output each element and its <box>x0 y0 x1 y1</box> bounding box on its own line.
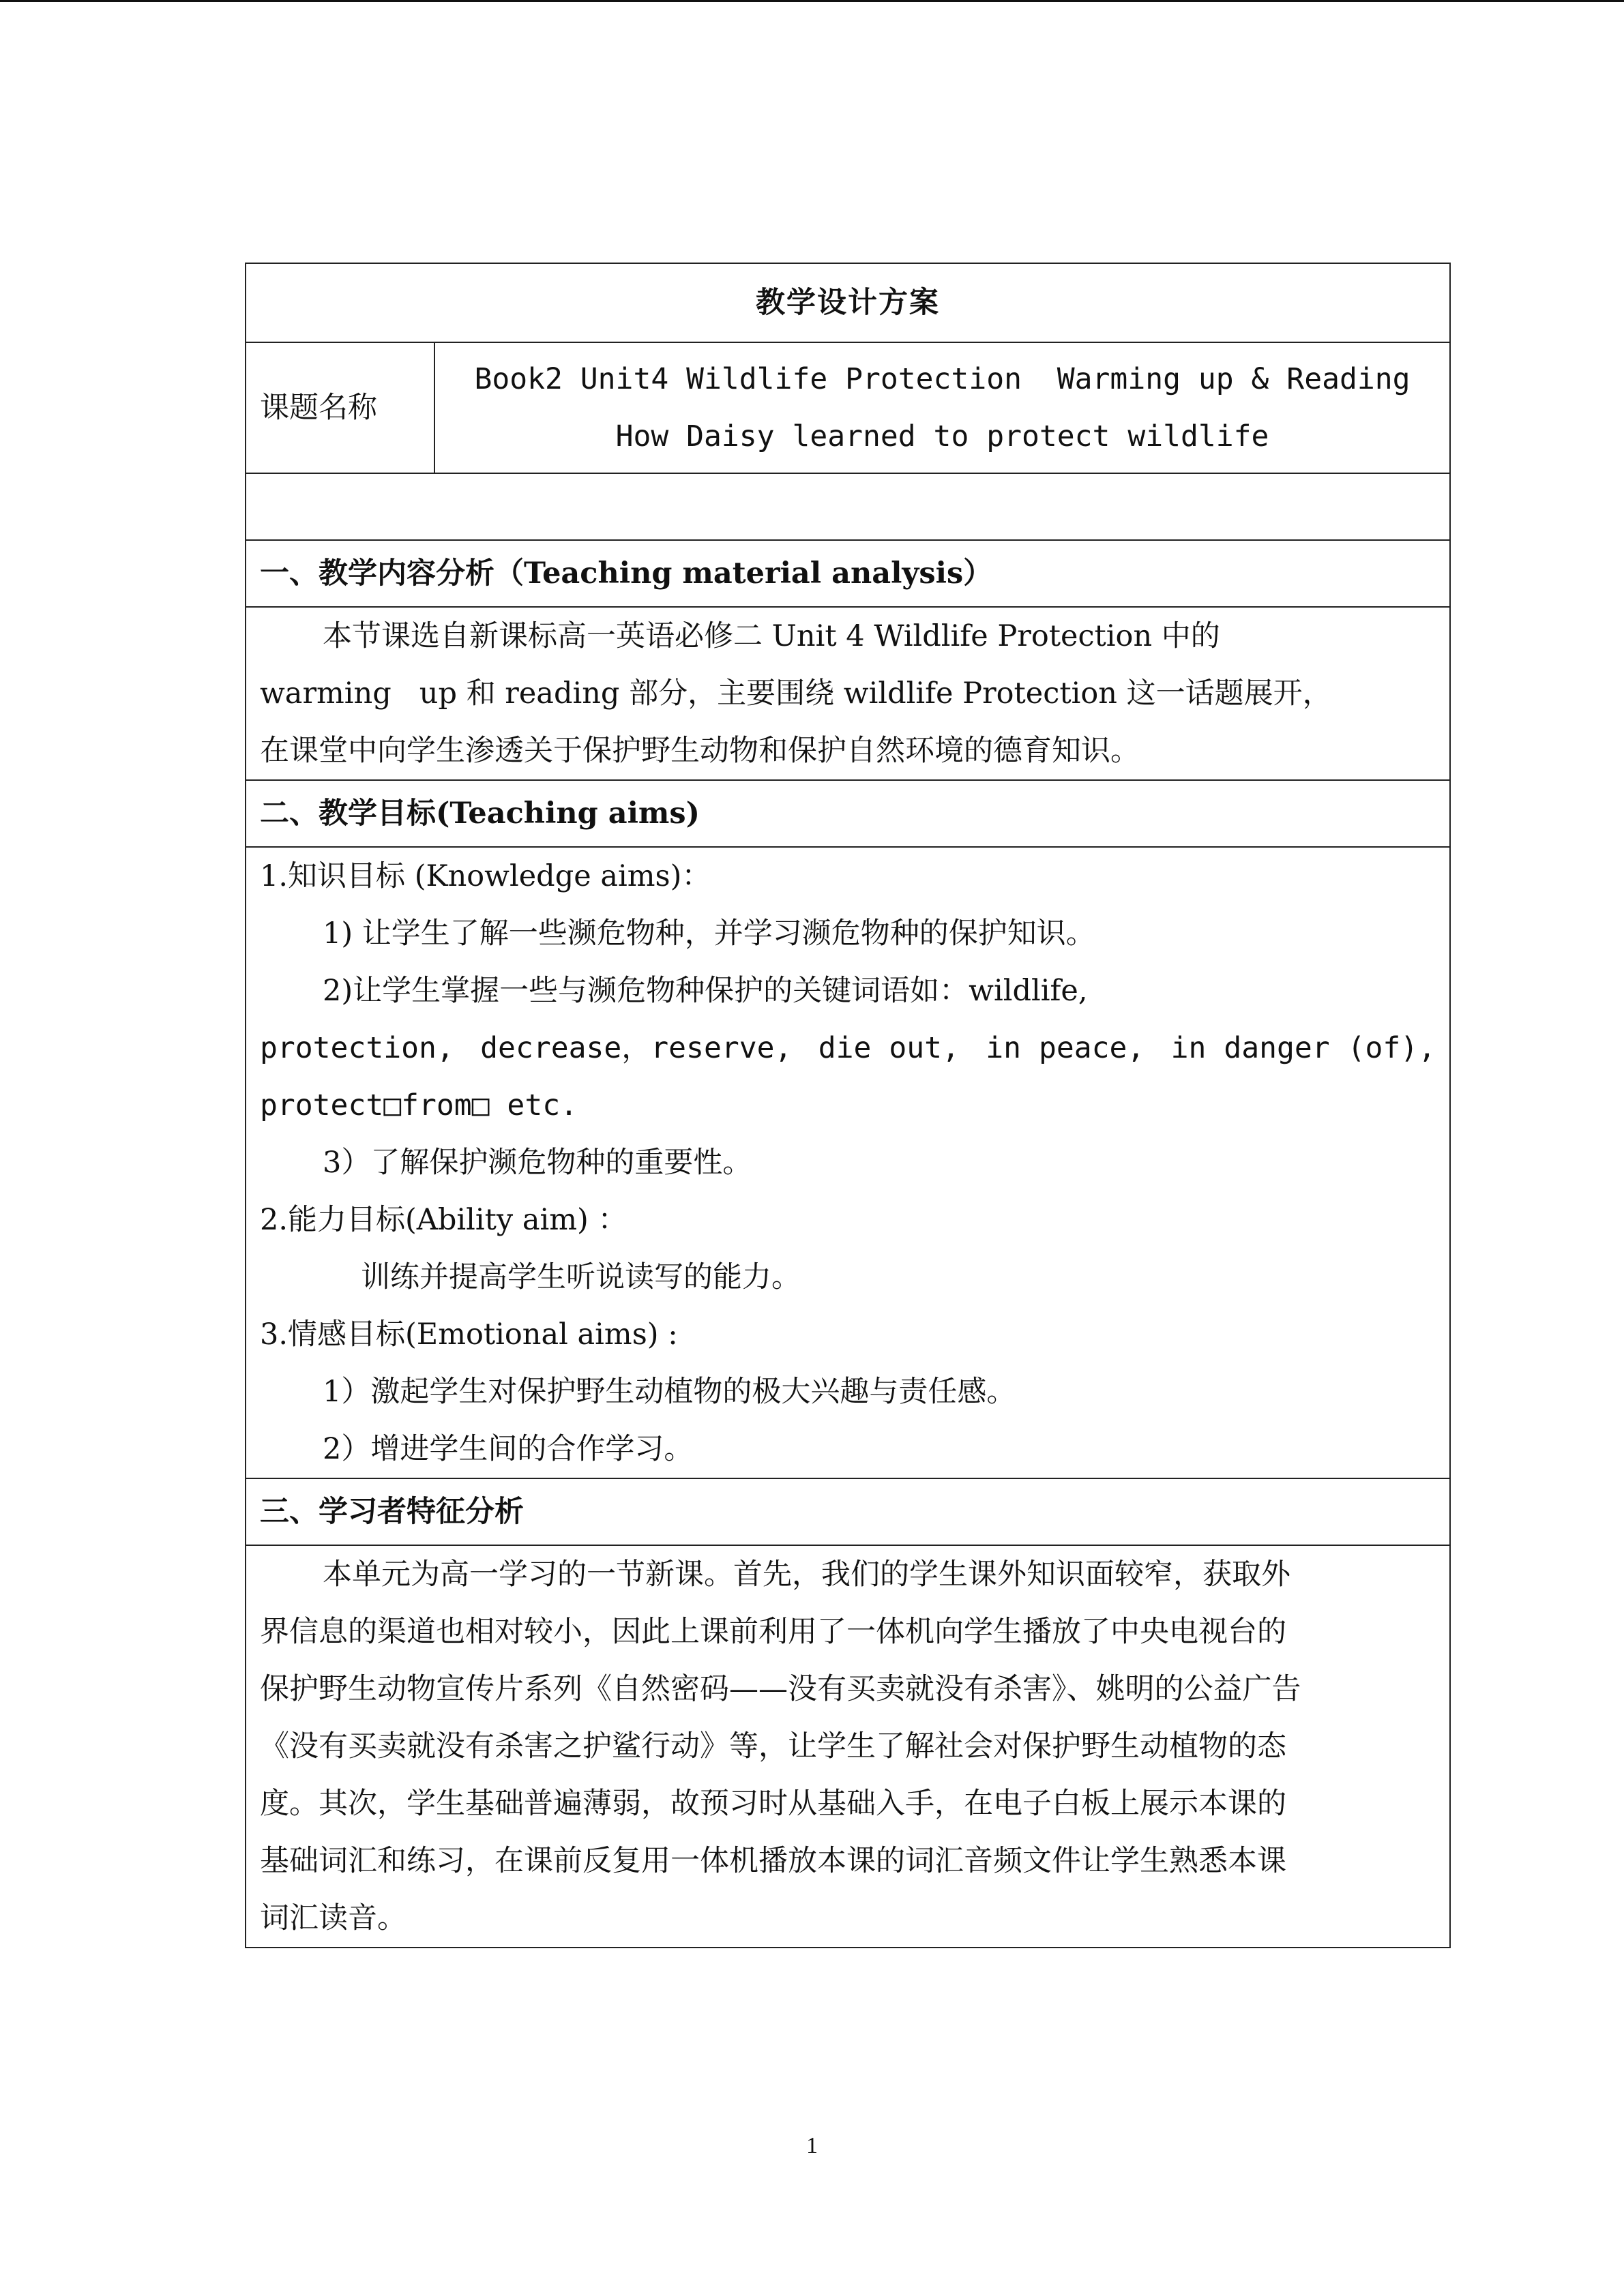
keyword: protection, <box>260 1031 454 1065</box>
empty-row <box>246 473 1450 540</box>
emotional-aims-title: 3.情感目标(Emotional aims) : <box>260 1317 678 1352</box>
keyword: in peace, <box>986 1031 1145 1065</box>
knowledge-aim-2: 2)让学生掌握一些与濒危物种保护的关键词语如：wildlife, <box>323 974 1088 1008</box>
page-number: 1 <box>806 2133 818 2158</box>
section1-heading-row <box>246 540 1450 607</box>
document-title: 教学设计方案 <box>246 263 1450 342</box>
paragraph-line: 界信息的渠道也相对较小，因此上课前利用了一体机向学生播放了中央电视台的 <box>260 1615 1286 1649</box>
knowledge-aim-2-continued: protect□from□ etc. <box>260 1088 578 1122</box>
topic-row <box>246 342 1450 473</box>
section2-heading-row <box>246 780 1450 847</box>
ability-aim-title: 2.能力目标(Ability aim) ： <box>260 1203 628 1237</box>
paragraph-line: 保护野生动物宣传片系列《自然密码——没有买卖就没有杀害》、姚明的公益广告 <box>260 1672 1301 1706</box>
paragraph-line: 本节课选自新课标高一英语必修二 Unit 4 Wildlife Protection 中的 <box>323 619 1220 653</box>
section1-content-row <box>246 607 1450 780</box>
top-border-line <box>0 0 1624 2</box>
topic-value <box>434 342 1450 473</box>
paragraph-line: warming up 和 reading 部分，主要围绕 wildlife Protection 这一话题展开， <box>260 676 1332 711</box>
knowledge-aim-3: 3）了解保护濒危物种的重要性。 <box>323 1146 752 1180</box>
lesson-plan-table <box>245 263 1451 1948</box>
paragraph-line: 本单元为高一学习的一节新课。首先，我们的学生课外知识面较窄，获取外 <box>323 1557 1290 1592</box>
keyword: in danger (of), <box>1170 1031 1436 1065</box>
knowledge-aim-1: 1) 让学生了解一些濒危物种，并学习濒危物种的保护知识。 <box>323 916 1095 951</box>
keyword: decrease，reserve, <box>480 1031 793 1065</box>
paragraph-line: 词汇读音。 <box>260 1901 407 1935</box>
section2-content-row <box>246 847 1450 1478</box>
section-heading-teaching-aims: 二、教学目标(Teaching aims) <box>246 780 1450 847</box>
material-analysis-content <box>246 607 1450 780</box>
title-row <box>246 263 1450 342</box>
section-heading-learner-analysis: 三、学习者特征分析 <box>246 1478 1450 1545</box>
section3-content-row <box>246 1545 1450 1948</box>
section3-heading-row <box>246 1478 1450 1545</box>
knowledge-aims-title: 1.知识目标 (Knowledge aims)： <box>260 859 711 893</box>
paragraph-line: 《没有买卖就没有杀害之护鲨行动》等，让学生了解社会对保护野生动植物的态 <box>260 1729 1286 1763</box>
paragraph-line: 度。其次，学生基础普遍薄弱，故预习时从基础入手，在电子白板上展示本课的 <box>260 1787 1286 1821</box>
knowledge-aim-2-keywords <box>260 1019 1436 1077</box>
topic-line-2: How Daisy learned to protect wildlife <box>615 419 1269 453</box>
empty-cell <box>246 473 1450 540</box>
ability-aim-text: 训练并提高学生听说读写的能力。 <box>361 1260 801 1294</box>
topic-line-1: Book2 Unit4 Wildlife Protection Warming up & Reading <box>474 362 1411 396</box>
paragraph-line: 基础词汇和练习，在课前反复用一体机播放本课的词汇音频文件让学生熟悉本课 <box>260 1844 1286 1878</box>
emotional-aim-1: 1）激起学生对保护野生动植物的极大兴趣与责任感。 <box>323 1375 1016 1409</box>
paragraph-line: 在课堂中向学生渗透关于保护野生动物和保护自然环境的德育知识。 <box>260 734 1140 768</box>
topic-label: 课题名称 <box>246 342 434 473</box>
teaching-aims-content <box>246 847 1450 1478</box>
section-heading-material-analysis: 一、教学内容分析（Teaching material analysis） <box>246 540 1450 607</box>
emotional-aim-2: 2）增进学生间的合作学习。 <box>323 1432 694 1466</box>
keyword: die out, <box>818 1031 960 1065</box>
learner-analysis-content <box>246 1545 1450 1948</box>
